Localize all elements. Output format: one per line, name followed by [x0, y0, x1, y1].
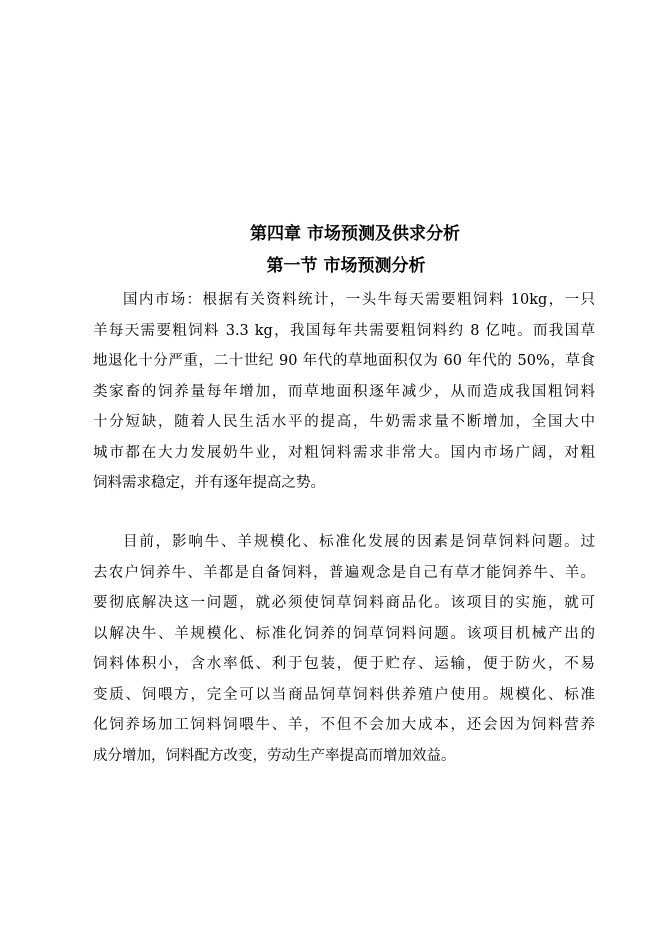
- paragraph-line: 城市都在大力发展奶牛业，对粗饲料需求非常大。国内市场广阔，对粗: [93, 444, 595, 461]
- paragraph-current-factors: [93, 527, 595, 771]
- paragraph-line: 去农户饲养牛、羊都是自备饲料，普遍观念是自己有草才能饲养牛、羊。: [93, 564, 595, 581]
- paragraph-line: 饲料需求稳定，并有逐年提高之势。: [93, 475, 325, 491]
- paragraph-domestic-market: [93, 285, 595, 499]
- paragraph-line: 类家畜的饲养量每年增加，而草地面积逐年减少，从而造成我国粗饲料: [93, 383, 595, 400]
- paragraph-line: 国内市场：根据有关资料统计，一头牛每天需要粗饲料 10kg，一只: [123, 292, 595, 308]
- paragraph-line: 目前，影响牛、羊规模化、标准化发展的因素是饲草饲料问题。过: [123, 534, 595, 550]
- paragraph-line: 要彻底解决这一问题，就必须使饲草饲料商品化。该项目的实施，就可: [93, 595, 595, 611]
- paragraph-line: 化饲养场加工饲料饲喂牛、羊，不但不会加大成本，还会因为饲料营养: [93, 717, 595, 733]
- paragraph-line: 变质、饲喂方，完全可以当商品饲草饲料供养殖户使用。规模化、标准: [93, 686, 595, 703]
- paragraph-line: 羊每天需要粗饲料 3.3 kg，我国每年共需要粗饲料约 8 亿吨。而我国草: [93, 322, 595, 339]
- paragraph-line: 饲料体积小，含水率低、利于包装，便于贮存、运输，便于防火，不易: [93, 656, 595, 672]
- paragraph-line: 以解决牛、羊规模化、标准化饲养的饲草饲料问题。该项目机械产出的: [93, 625, 595, 642]
- paragraph-line: 十分短缺，随着人民生活水平的提高，牛奶需求量不断增加，全国大中: [93, 414, 595, 430]
- chapter-title: 第四章 市场预测及供求分析: [250, 224, 460, 244]
- paragraph-line: 地退化十分严重，二十世纪 90 年代的草地面积仅为 60 年代的 50%，草食: [93, 353, 595, 369]
- paragraph-line: 成分增加，饲料配方改变，劳动生产率提高而增加效益。: [93, 747, 456, 764]
- section-title: 第一节 市场预测分析: [266, 256, 426, 276]
